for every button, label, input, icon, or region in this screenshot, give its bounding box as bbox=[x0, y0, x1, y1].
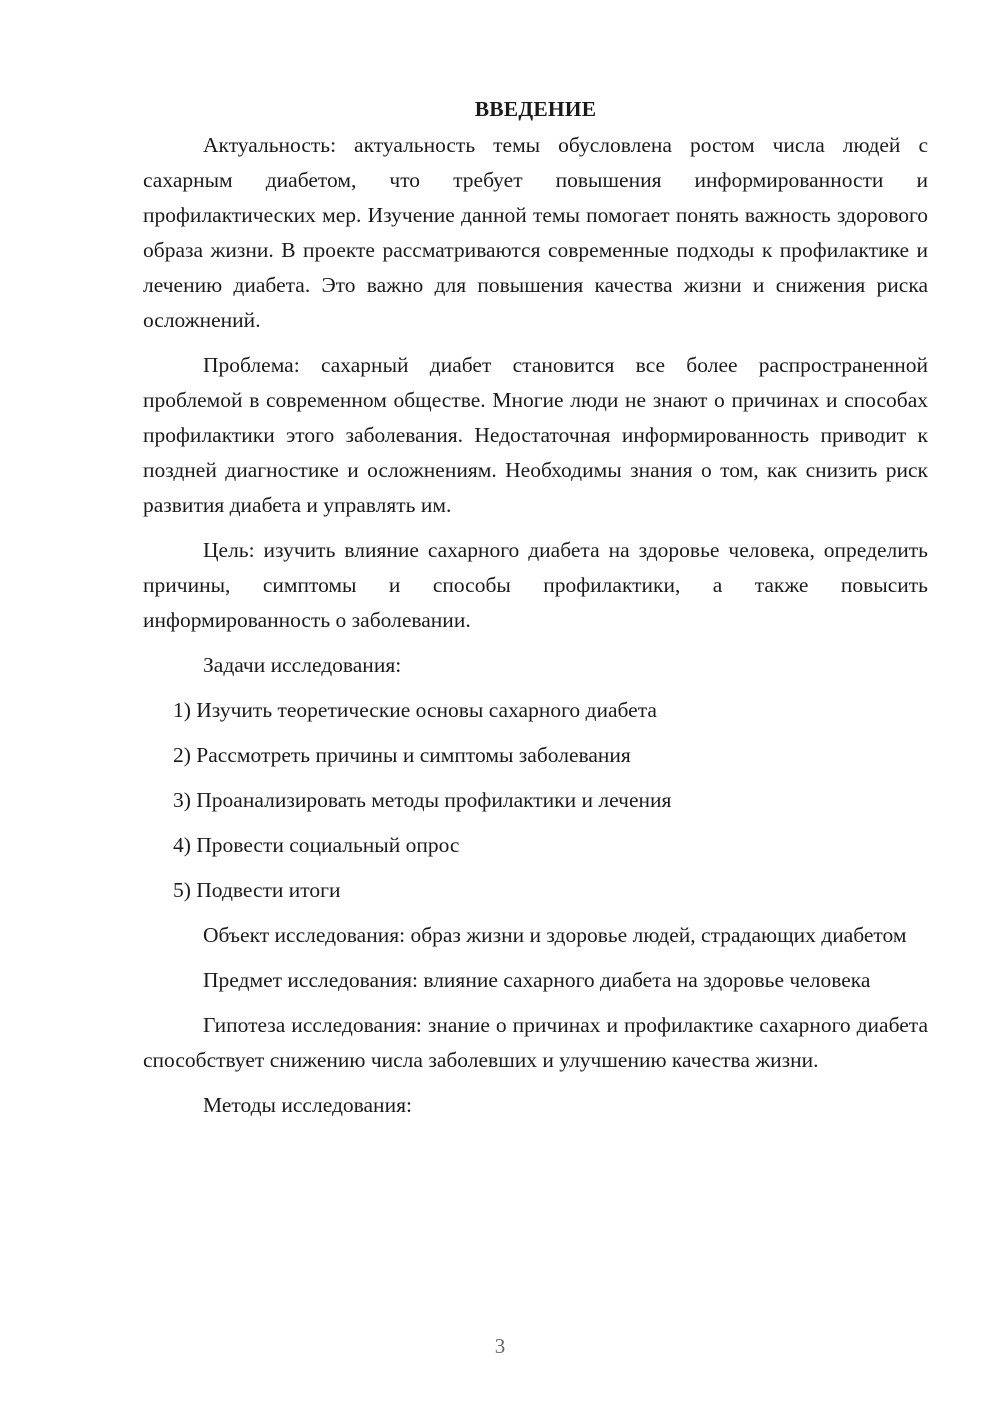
task-item: 2) Рассмотреть причины и симптомы заболевания bbox=[173, 743, 631, 767]
page-number: 3 bbox=[494, 1334, 506, 1358]
task-item: 5) Подвести итоги bbox=[173, 878, 341, 902]
object-paragraph: Объект исследования: образ жизни и здоровье людей, страдающих диабетом bbox=[203, 923, 907, 947]
tasks-heading: Задачи исследования: bbox=[203, 653, 402, 677]
subject-paragraph: Предмет исследования: влияние сахарного диабета на здоровье человека bbox=[203, 968, 871, 992]
goal-paragraph: Цель: изучить влияние сахарного диабета на здоровье человека, определить причины, симптомы и способы профилактики, а также повысить информированность о заболевании. bbox=[143, 538, 928, 632]
problem-paragraph: Проблема: сахарный диабет становится все более распространенной проблемой в современном обществе. Многие люди не знают о причинах и способах профилактики этого заболевания. Недостаточная информированность приводит к поздней диагностике и осложнениям. Необходимы знания о том, как снизить риск развития диабета и управлять им. bbox=[143, 353, 928, 517]
task-item: 4) Провести социальный опрос bbox=[173, 833, 460, 857]
relevance-paragraph: Актуальность: актуальность темы обусловлена ростом числа людей с сахарным диабетом, что требует повышения информированности и профилактических мер. Изучение данной темы помогает понять важность здорового образа жизни. В проекте рассматриваются современные подходы к профилактике и лечению диабета. Это важно для повышения качества жизни и снижения риска осложнений. bbox=[143, 133, 928, 332]
section-title: ВВЕДЕНИЕ bbox=[474, 97, 597, 121]
task-item: 3) Проанализировать методы профилактики и лечения bbox=[173, 788, 672, 812]
task-item: 1) Изучить теоретические основы сахарного диабета bbox=[173, 698, 657, 722]
methods-heading: Методы исследования: bbox=[203, 1093, 412, 1117]
page-content bbox=[143, 92, 928, 1133]
hypothesis-paragraph: Гипотеза исследования: знание о причинах и профилактике сахарного диабета способствует снижению числа заболевших и улучшению качества жизни. bbox=[143, 1013, 928, 1072]
